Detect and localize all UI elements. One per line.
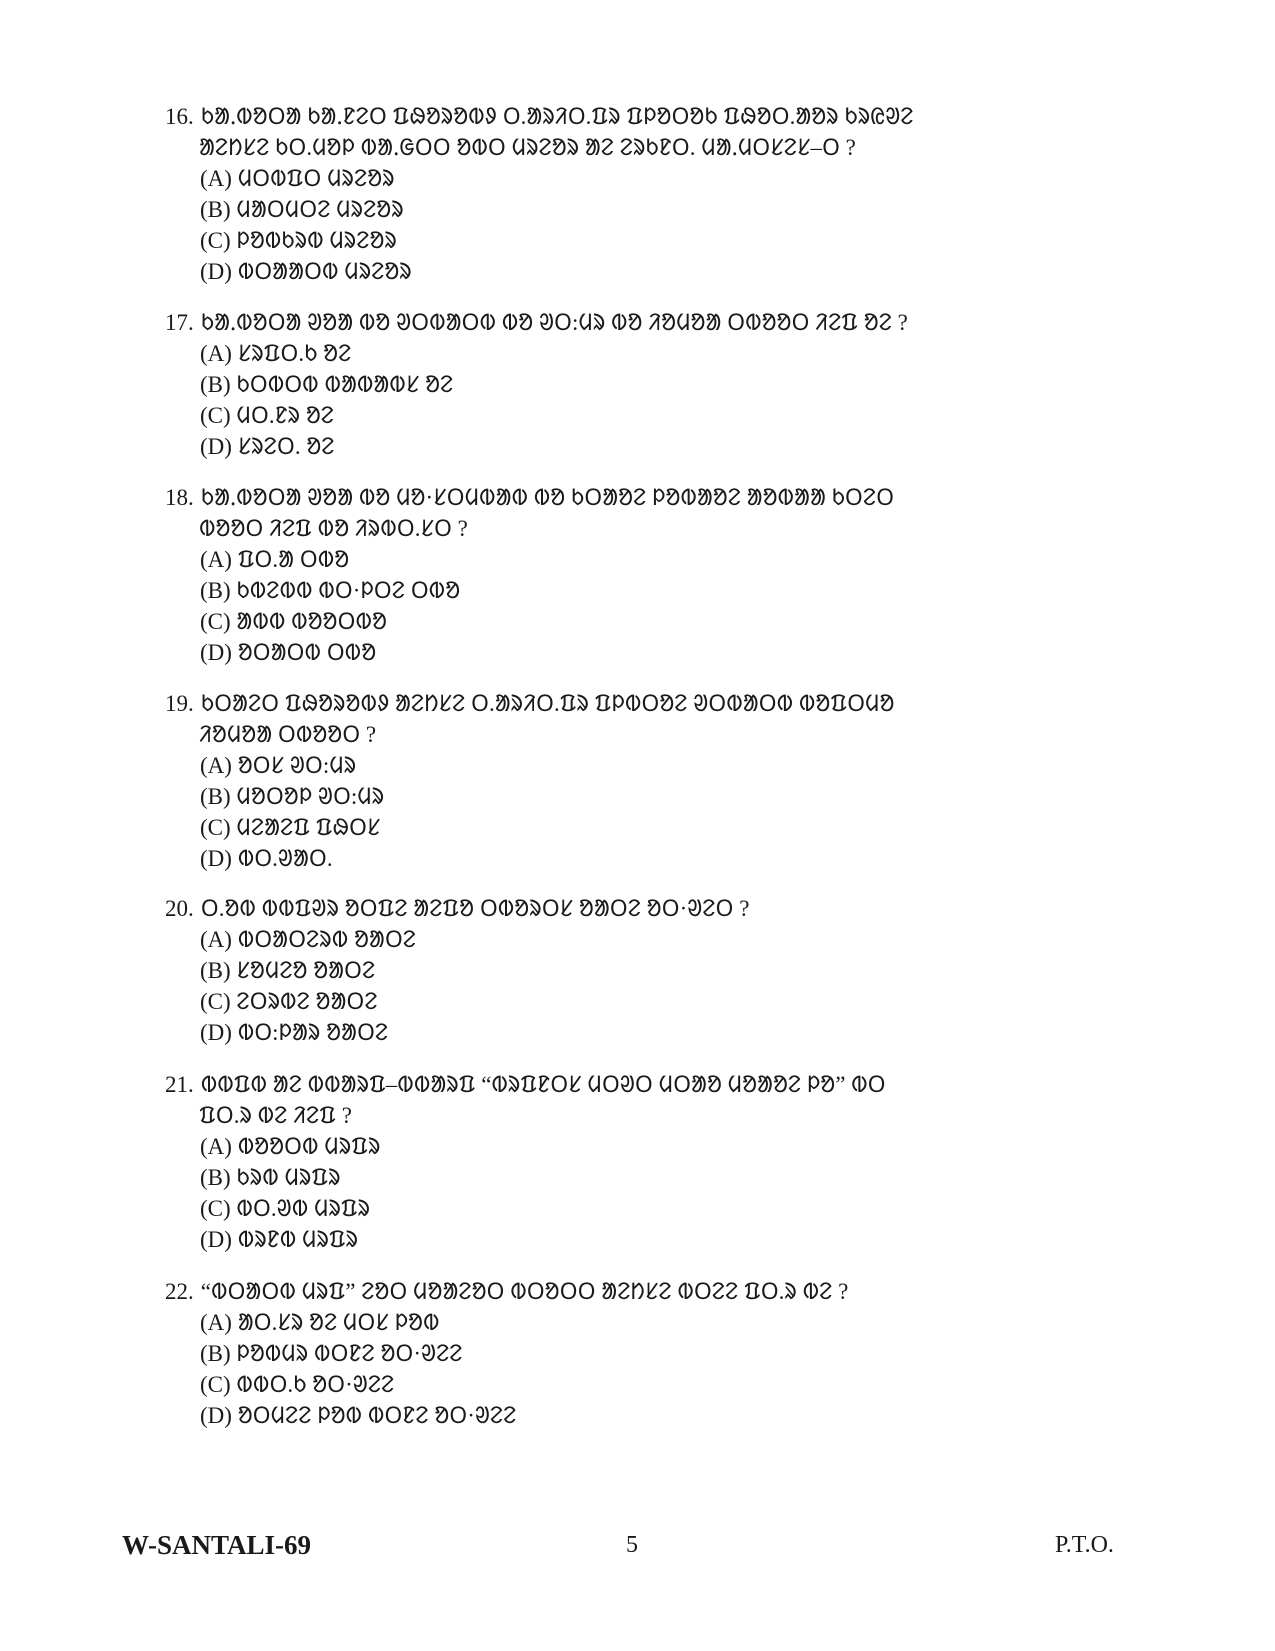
question-19 [165, 688, 1045, 874]
question-text: ᱠᱟᱹᱵᱚᱛᱟ ᱣᱚᱟ ᱵᱚ ᱣᱛᱵᱟᱛᱵ ᱵᱚ ᱣᱛ:ᱢᱨ ᱵᱚ ᱤᱚᱢᱚᱟ ᱛᱵᱚᱚᱛ ᱤᱮᱯ ᱚᱮ ? [200, 310, 908, 335]
option-c: (C) ᱮᱛᱨᱵᱮ ᱚᱟᱛᱮ [200, 989, 378, 1014]
question-text: ᱯᱛ.ᱨ ᱵᱮ ᱤᱮᱯ ? [199, 1103, 352, 1128]
paper-code: W-SANTALI-69 [122, 1530, 312, 1560]
option-b: (B) ᱥᱚᱢᱮᱚ ᱚᱟᱛᱮ [200, 958, 376, 983]
question-text: ᱠᱟᱹᱵᱚᱛᱟ ᱠᱟᱹᱱᱮᱛ ᱯᱷᱚᱨᱚᱵᱽ ᱛ.ᱟᱨᱤᱛ.ᱯᱨ ᱯᱞᱚᱛᱚᱠ ᱯᱷᱚᱛ.ᱟᱚᱨ ᱠᱨᱭᱣᱮ [200, 104, 914, 129]
question-text: ᱟᱮᱴᱥᱮ ᱠᱛ.ᱢᱚᱞ ᱵᱟᱹᱜᱛᱛ ᱚᱵᱛ ᱢᱨᱮᱚᱨ ᱟᱮ ᱮᱨᱠᱱᱛ. ᱢᱟᱹᱢᱛᱥᱮᱥ–ᱛ ? [199, 135, 856, 160]
question-text: ᱤᱚᱢᱚᱟ ᱛᱵᱚᱚᱛ ? [199, 722, 377, 747]
question-number: 19. [165, 691, 194, 716]
question-number: 17. [165, 310, 194, 335]
question-text: ᱵᱚᱚᱛ ᱤᱮᱯ ᱵᱚ ᱤᱨᱵᱛ.ᱥᱛ ? [199, 516, 468, 541]
question-text: ᱠᱛᱟᱮᱛ ᱯᱷᱚᱨᱚᱵᱽ ᱟᱮᱴᱥᱮ ᱛ.ᱟᱨᱤᱛ.ᱯᱨ ᱯᱞᱵᱛᱚᱮ ᱣᱛᱵᱟᱛᱵ ᱵᱚᱯᱛᱢᱚ [200, 691, 895, 716]
option-d: (D) ᱵᱛ.ᱣᱟᱛ. [200, 846, 333, 871]
option-d: (D) ᱚᱛᱢᱮᱮ ᱞᱚᱵ ᱵᱛᱱᱮ ᱚᱛ·ᱣᱮᱮ [200, 1403, 517, 1428]
option-b: (B) ᱠᱨᱵ ᱢᱨᱯᱨ [200, 1165, 341, 1190]
option-a: (A) ᱵᱚᱚᱛᱵ ᱢᱨᱯᱨ [200, 1134, 381, 1159]
question-21 [165, 1069, 1045, 1255]
option-b: (B) ᱠᱵᱮᱵᱵ ᱵᱛ·ᱞᱛᱮ ᱛᱵᱚ [200, 578, 461, 603]
option-b: (B) ᱞᱚᱵᱢᱨ ᱵᱛᱱᱮ ᱚᱛ·ᱣᱮᱮ [200, 1341, 463, 1366]
question-text: ᱛ.ᱚᱵ ᱵᱵᱯᱣᱨ ᱚᱛᱯᱮ ᱟᱮᱯᱚ ᱛᱵᱚᱨᱛᱥ ᱚᱟᱛᱮ ᱚᱛ·ᱣᱮᱛ ? [200, 896, 750, 921]
pto-label: P.T.O. [1055, 1532, 1114, 1558]
question-text: “ᱵᱛᱟᱛᱵ ᱢᱨᱯ” ᱮᱚᱛ ᱢᱚᱟᱮᱚᱛ ᱵᱛᱚᱛᱛ ᱟᱮᱴᱥᱮ ᱵᱛᱮᱮ ᱯᱛ.ᱨ ᱵᱮ ? [200, 1279, 849, 1304]
option-b: (B) ᱢᱟᱛᱢᱛᱮ ᱢᱨᱮᱚᱨ [200, 197, 404, 222]
option-d: (D) ᱵᱛ:ᱞᱟᱨ ᱚᱟᱛᱮ [200, 1020, 389, 1045]
option-c: (C) ᱟᱵᱵ ᱵᱚᱚᱛᱵᱚ [200, 609, 387, 634]
question-18 [165, 482, 1045, 668]
question-number: 20. [165, 896, 194, 921]
page-number: 5 [626, 1532, 638, 1558]
option-c: (C) ᱵᱵᱛ.ᱠ ᱚᱛ·ᱣᱮᱮ [200, 1372, 395, 1397]
question-22 [165, 1276, 1045, 1431]
option-d: (D) ᱥᱨᱮᱛ. ᱚᱮ [200, 434, 335, 459]
option-a: (A) ᱚᱛᱥ ᱣᱛ:ᱢᱨ [200, 753, 357, 778]
question-17 [165, 307, 1045, 462]
option-a: (A) ᱥᱨᱯᱛ.ᱠ ᱚᱮ [200, 341, 352, 366]
option-d: (D) ᱵᱨᱱᱵ ᱢᱨᱯᱨ [200, 1227, 359, 1252]
option-c: (C) ᱢᱛ.ᱱᱨ ᱚᱮ [200, 403, 335, 428]
option-d: (D) ᱚᱛᱟᱛᱵ ᱛᱵᱚ [200, 640, 377, 665]
question-text: ᱵᱵᱯᱵ ᱟᱮ ᱵᱵᱟᱨᱯ–ᱵᱵᱟᱨᱯ “ᱵᱨᱯᱱᱛᱥ ᱢᱛᱣᱛ ᱢᱛᱟᱚ ᱢᱚᱟᱚᱮ ᱞᱚ” ᱵᱛ [200, 1072, 886, 1097]
option-a: (A) ᱢᱛᱵᱯᱛ ᱢᱨᱮᱚᱨ [200, 166, 395, 191]
question-number: 22. [165, 1279, 194, 1304]
option-d: (D) ᱵᱛᱟᱟᱛᱵ ᱢᱨᱮᱚᱨ [200, 259, 412, 284]
option-b: (B) ᱠᱛᱵᱛᱵ ᱵᱟᱵᱟᱵᱥ ᱚᱮ [200, 372, 454, 397]
option-a: (A) ᱟᱛ.ᱥᱨ ᱚᱮ ᱢᱛᱥ ᱞᱚᱵ [200, 1310, 440, 1335]
question-number: 18. [165, 485, 194, 510]
option-c: (C) ᱵᱛ.ᱣᱵ ᱢᱨᱯᱨ [200, 1196, 371, 1221]
option-a: (A) ᱯᱛ.ᱟ ᱛᱵᱚ [200, 547, 350, 572]
question-number: 21. [165, 1072, 194, 1097]
question-text: ᱠᱟᱹᱵᱚᱛᱟ ᱣᱚᱟ ᱵᱚ ᱢᱚ·ᱥᱛᱢᱵᱟᱵ ᱵᱚ ᱠᱛᱟᱚᱮ ᱞᱚᱵᱟᱚᱮ ᱟᱚᱵᱟᱟ ᱠᱛᱮᱛ [200, 485, 895, 510]
option-c: (C) ᱢᱮᱟᱮᱯ ᱯᱷᱛᱥ [200, 815, 381, 840]
question-16 [165, 101, 1045, 287]
option-a: (A) ᱵᱛᱟᱛᱮᱨᱵ ᱚᱟᱛᱮ [200, 927, 416, 952]
option-c: (C) ᱞᱚᱵᱠᱨᱵ ᱢᱨᱮᱚᱨ [200, 228, 397, 253]
option-b: (B) ᱢᱚᱛᱚᱞ ᱣᱛ:ᱢᱨ [200, 784, 385, 809]
question-20 [165, 893, 1045, 1048]
question-number: 16. [165, 104, 194, 129]
